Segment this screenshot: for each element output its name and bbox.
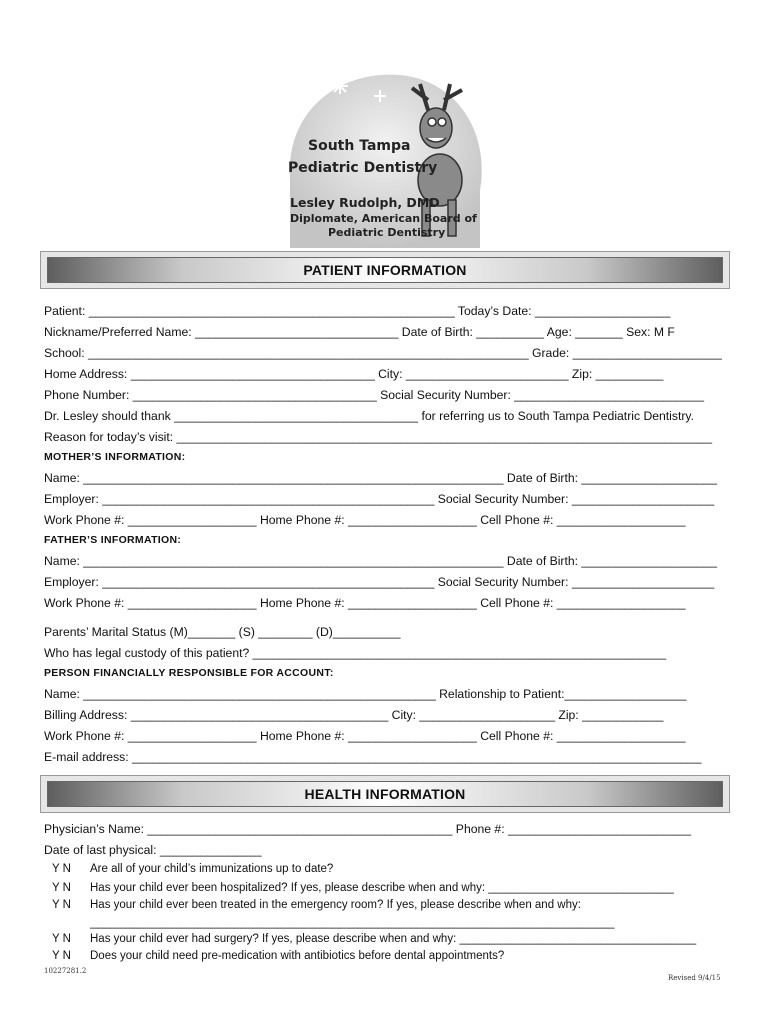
marital-status-row[interactable]: Parents’ Marital Status (M)_______ (S) ________ (D)__________ (44, 625, 401, 639)
email-row[interactable]: E-mail address: ____________________________________________________________________________________ (44, 750, 702, 764)
patient-information-title: PATIENT INFORMATION (47, 257, 723, 283)
last-physical-row[interactable]: Date of last physical: _______________ (44, 843, 262, 857)
father-heading: FATHER’S INFORMATION: (44, 534, 182, 546)
home-address-row[interactable]: Home Address: ____________________________________ City: ________________________ Zip: __________ (44, 367, 664, 381)
yn-checkbox-2[interactable]: Y N (52, 882, 71, 894)
yn-checkbox-1[interactable]: Y N (52, 863, 71, 875)
question-hospitalized[interactable]: Has your child ever been hospitalized? If yes, please describe when and why: _____________________________ (90, 882, 674, 894)
father-employer-row[interactable]: Employer: _________________________________________________ Social Security Number: _____________________ (44, 575, 715, 589)
logo-line-3: Lesley Rudolph, DMD (290, 195, 440, 210)
mother-phone-row[interactable]: Work Phone #: ___________________ Home Phone #: ___________________ Cell Phone #: ___________________ (44, 513, 686, 527)
patient-information-banner (40, 251, 730, 289)
question-emergency-room: Has your child ever been treated in the emergency room? If yes, please describe when and why: (90, 899, 581, 911)
referral-row[interactable]: Dr. Lesley should thank ____________________________________ for referring us to South Tampa Pediatric Dentistry. (44, 409, 695, 423)
billing-address-row[interactable]: Billing Address: ______________________________________ City: ____________________ Zip: ____________ (44, 708, 664, 722)
custody-row[interactable]: Who has legal custody of this patient? _____________________________________________________________ (44, 646, 667, 660)
school-row[interactable]: School: _________________________________________________________________ Grade: ______________________ (44, 346, 722, 360)
logo-line-4: Diplomate, American Board of (290, 212, 477, 225)
emergency-room-answer-line[interactable]: __________________________________________________________________________________ (90, 917, 615, 929)
question-surgery[interactable]: Has your child ever had surgery? If yes, please describe when and why: _____________________________________ (90, 933, 697, 945)
yn-checkbox-3[interactable]: Y N (52, 899, 71, 911)
health-information-banner (40, 775, 730, 813)
financial-name-row[interactable]: Name: ____________________________________________________ Relationship to Patient:__________________ (44, 687, 687, 701)
question-premedication: Does your child need pre-medication with antibiotics before dental appointments? (90, 950, 505, 962)
phone-number-row[interactable]: Phone Number: ____________________________________ Social Security Number: ____________________________ (44, 388, 705, 402)
financial-heading: PERSON FINANCIALLY RESPONSIBLE FOR ACCOUNT: (44, 667, 334, 679)
reason-row[interactable]: Reason for today’s visit: _______________________________________________________________________________ (44, 430, 713, 444)
father-phone-row[interactable]: Work Phone #: ___________________ Home Phone #: ___________________ Cell Phone #: ___________________ (44, 596, 686, 610)
financial-phone-row[interactable]: Work Phone #: ___________________ Home Phone #: ___________________ Cell Phone #: ___________________ (44, 729, 686, 743)
mother-heading: MOTHER’S INFORMATION: (44, 451, 186, 463)
mother-employer-row[interactable]: Employer: _________________________________________________ Social Security Number: _____________________ (44, 492, 715, 506)
physician-row[interactable]: Physician’s Name: _____________________________________________ Phone #: ___________________________ (44, 822, 691, 836)
nickname-row[interactable]: Nickname/Preferred Name: ______________________________ Date of Birth: __________ Age: _______ Sex: M F (44, 325, 675, 339)
patient-row[interactable]: Patient: ______________________________________________________ Today’s Date: ____________________ (44, 304, 671, 318)
form-code: 10227281.2 (44, 967, 87, 975)
health-information-title: HEALTH INFORMATION (47, 781, 723, 807)
father-name-row[interactable]: Name: ______________________________________________________________ Date of Birth: ____________________ (44, 554, 717, 568)
yn-checkbox-4[interactable]: Y N (52, 933, 71, 945)
logo-line-2: Pediatric Dentistry (288, 160, 438, 176)
practice-logo (280, 70, 490, 248)
revised-date: Revised 9/4/15 (668, 974, 721, 982)
mother-name-row[interactable]: Name: ______________________________________________________________ Date of Birth: ____________________ (44, 471, 717, 485)
snowflake-icon (332, 78, 348, 94)
yn-checkbox-5[interactable]: Y N (52, 950, 71, 962)
logo-line-1: South Tampa (308, 138, 411, 154)
logo-line-5: Pediatric Dentistry (328, 226, 446, 239)
question-immunizations: Are all of your child’s immunizations up to date? (90, 863, 334, 875)
